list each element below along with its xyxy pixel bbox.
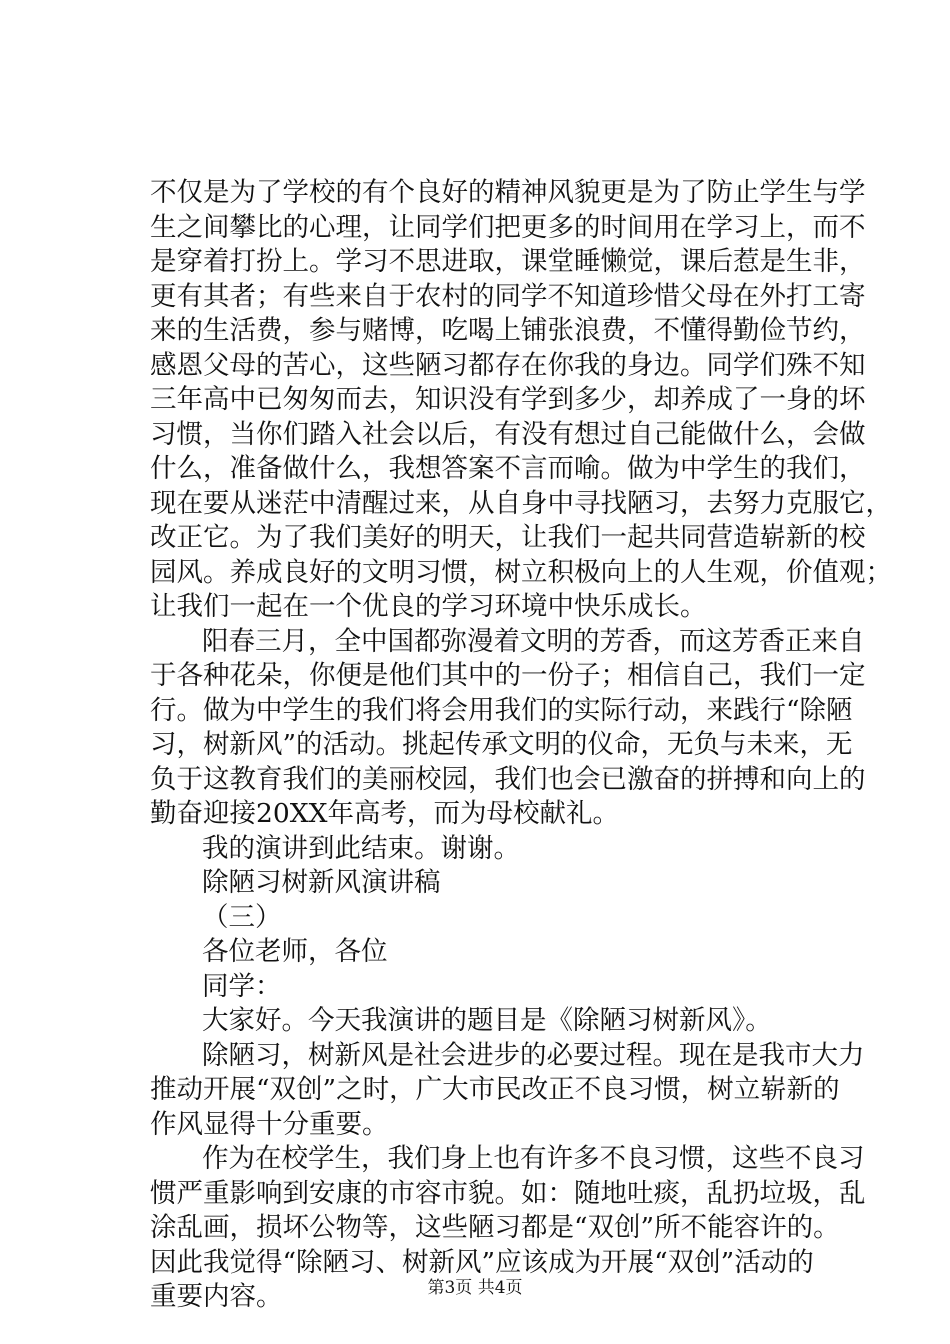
text-line: 生之间攀比的心理，让同学们把更多的时间用在学习上，而不 xyxy=(150,211,866,243)
text-line: 改正它。为了我们美好的明天，让我们一起共同营造崭新的校 xyxy=(150,522,866,553)
closing-line: 我的演讲到此结束。谢谢。 xyxy=(202,832,520,864)
salutation-line: 各位老师，各位 xyxy=(202,936,388,967)
text-line: 更有其者；有些来自于农村的同学不知道珍惜父母在外打工寄 xyxy=(150,280,866,312)
text-line: 于各种花朵，你便是他们其中的一份子；相信自己，我们一定 xyxy=(150,660,866,691)
text-line: 行。做为中学生的我们将会用我们的实际行动，来践行“除陋 xyxy=(150,694,853,726)
text-line: 勤奋迎接20XX年高考，而为母校献礼。 xyxy=(150,798,619,829)
text-line: 是穿着打扮上。学习不思进取，课堂睡懒觉，课后惹是生非， xyxy=(150,246,866,277)
text-line: 涂乱画，损坏公物等，这些陋习都是“双创”所不能容许的。 xyxy=(150,1212,840,1243)
text-line: 园风。养成良好的文明习惯，树立积极向上的人生观，价值观； xyxy=(150,556,892,588)
paragraph-start-line: 作为在校学生，我们身上也有许多不良习惯，这些不良习 xyxy=(202,1143,865,1174)
text-line: 重要内容。 xyxy=(150,1281,283,1312)
text-line: 因此我觉得“除陋习、树新风”应该成为开展“双创”活动的 xyxy=(150,1246,814,1278)
text-line: 不仅是为了学校的有个良好的精神风貌更是为了防止学生与学 xyxy=(150,177,866,208)
salutation-line: 同学： xyxy=(202,970,282,1002)
text-line: 三年高中已匆匆而去，知识没有学到多少，却养成了一身的坏 xyxy=(150,384,866,415)
text-line: 现在要从迷茫中清醒过来，从自身中寻找陋习，去努力克服它， xyxy=(150,487,892,519)
text-line: 惯严重影响到安康的市容市貌。如：随地吐痰，乱扔垃圾，乱 xyxy=(150,1177,866,1209)
text-line: 负于这教育我们的美丽校园，我们也会已激奋的拼搏和向上的 xyxy=(150,763,866,795)
section-number: （三） xyxy=(202,901,282,933)
text-line: 来的生活费，参与赌博，吃喝上铺张浪费，不懂得勤俭节约， xyxy=(150,315,866,346)
text-line: 作风显得十分重要。 xyxy=(150,1108,389,1140)
greeting-line: 大家好。今天我演讲的题目是《除陋习树新风》。 xyxy=(202,1005,772,1036)
text-line: 感恩父母的苦心，这些陋习都存在你我的身边。同学们殊不知 xyxy=(150,349,866,381)
paragraph-start-line: 除陋习，树新风是社会进步的必要过程。现在是我市大力 xyxy=(202,1039,865,1071)
section-title: 除陋习树新风演讲稿 xyxy=(202,867,441,898)
body-text xyxy=(150,176,892,1315)
text-line: 什么，准备做什么，我想答案不言而喻。做为中学生的我们， xyxy=(150,453,866,484)
text-line: 习惯，当你们踏入社会以后，有没有想过自己能做什么，会做 xyxy=(150,418,866,450)
text-line: 习，树新风”的活动。挑起传承文明的仪命，无负与未来，无 xyxy=(150,729,853,760)
text-line: 让我们一起在一个优良的学习环境中快乐成长。 xyxy=(150,591,707,622)
page-footer: 第3页 共4页 xyxy=(427,1278,523,1298)
paragraph-start-line: 阳春三月，全中国都弥漫着文明的芳香，而这芳香正来自 xyxy=(202,625,865,657)
text-line: 推动开展“双创”之时，广大市民改正不良习惯，树立崭新的 xyxy=(150,1074,840,1105)
